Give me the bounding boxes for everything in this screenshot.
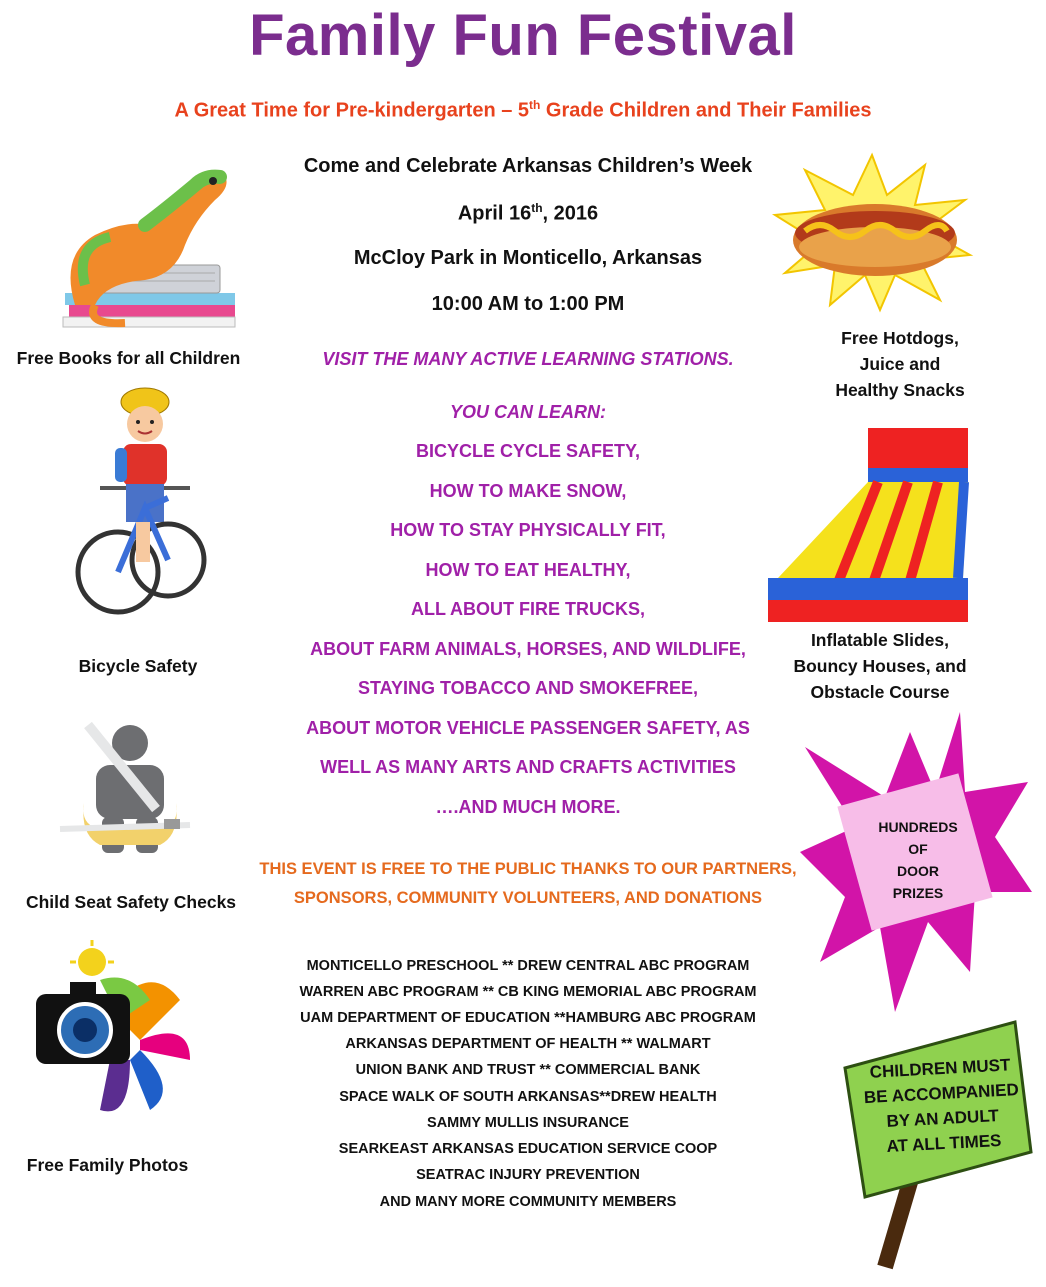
learn-heading: YOU CAN LEARN: (450, 402, 606, 422)
sign-text (850, 1051, 1035, 1160)
event-time: 10:00 AM to 1:00 PM (431, 293, 625, 315)
partner-line: SAMMY MULLIS INSURANCE (427, 1115, 629, 1131)
event-date: April 16th, 2016 (457, 201, 599, 225)
visit-text: VISIT THE MANY ACTIVE LEARNING STATIONS. (322, 349, 734, 369)
partner-line: SEARKEAST ARKANSAS EDUCATION SERVICE COOP (338, 1141, 718, 1157)
caption-line: Inflatable Slides, (810, 630, 950, 650)
partner-line: SEATRAC INJURY PREVENTION (416, 1167, 640, 1183)
sign-line: BY AN ADULT (886, 1106, 1000, 1131)
partner-line: WARREN ABC PROGRAM ** CB KING MEMORIAL ABC PROGRAM (299, 984, 757, 1000)
learn-item: BICYCLE CYCLE SAFETY, (415, 441, 641, 461)
partner-line: MONTICELLO PRESCHOOL ** DREW CENTRAL ABC PROGRAM (306, 958, 750, 974)
learn-item: HOW TO MAKE SNOW, (429, 481, 627, 501)
caption-line: Bouncy Houses, and (793, 656, 967, 676)
partner-line: AND MANY MORE COMMUNITY MEMBERS (379, 1194, 677, 1210)
subtitle: A Great Time for Pre-kindergarten – 5th Grade Children and Their Families (174, 98, 872, 122)
learn-item: HOW TO STAY PHYSICALLY FIT, (390, 520, 666, 540)
partner-line: ARKANSAS DEPARTMENT OF HEALTH ** WALMART (345, 1036, 711, 1052)
learn-item: ….AND MUCH MORE. (435, 797, 621, 817)
learn-item: WELL AS MANY ARTS AND CRAFTS ACTIVITIES (320, 757, 736, 777)
feature-caption-hotdogs (810, 325, 990, 403)
sign-line: CHILDREN MUST (869, 1055, 1011, 1082)
seatbelt-person-icon (60, 725, 200, 857)
burst-line: HUNDREDS (878, 819, 958, 835)
learn-item: ABOUT MOTOR VEHICLE PASSENGER SAFETY, AS (306, 718, 750, 738)
sign-line: BE ACCOMPANIED (863, 1079, 1020, 1108)
burst-line: PRIZES (892, 885, 944, 901)
sign-line: AT ALL TIMES (886, 1130, 1002, 1156)
feature-caption-bicycle: Bicycle Safety (78, 656, 198, 676)
hotdog-icon (775, 155, 970, 310)
event-location: McCloy Park in Monticello, Arkansas (353, 247, 703, 269)
feature-caption-books: Free Books for all Children (16, 348, 241, 368)
learn-item: ALL ABOUT FIRE TRUCKS, (411, 599, 645, 619)
page-title: Family Fun Festival (249, 3, 797, 68)
partner-line: UAM DEPARTMENT OF EDUCATION **HAMBURG ABC PROGRAM (300, 1010, 756, 1026)
caption-line: Free Hotdogs, (841, 328, 959, 348)
event-headline: Come and Celebrate Arkansas Children’s Week (303, 155, 753, 177)
feature-caption-seat: Child Seat Safety Checks (25, 892, 237, 912)
caption-line: Obstacle Course (810, 682, 950, 702)
partner-line: UNION BANK AND TRUST ** COMMERCIAL BANK (355, 1062, 701, 1078)
burst-line: DOOR (897, 863, 939, 879)
camera-icon (30, 940, 190, 1120)
feature-caption-photos: Free Family Photos (26, 1155, 189, 1175)
iguana-on-books-icon (55, 165, 240, 335)
free-notice-line: SPONSORS, COMMUNITY VOLUNTEERS, AND DONATIONS (293, 889, 763, 907)
boy-on-bicycle-icon (90, 388, 200, 620)
burst-line: OF (908, 841, 928, 857)
learn-item: STAYING TOBACCO AND SMOKEFREE, (357, 678, 699, 698)
door-prizes-text (848, 816, 988, 904)
free-notice-line: THIS EVENT IS FREE TO THE PUBLIC THANKS TO OUR PARTNERS, (259, 860, 797, 878)
partner-line: SPACE WALK OF SOUTH ARKANSAS**DREW HEALTH (339, 1089, 717, 1105)
learn-item: ABOUT FARM ANIMALS, HORSES, AND WILDLIFE, (310, 639, 746, 659)
feature-caption-inflatables (780, 627, 980, 705)
caption-line: Healthy Snacks (835, 380, 965, 400)
caption-line: Juice and (859, 354, 941, 374)
learn-item: HOW TO EAT HEALTHY, (425, 560, 631, 580)
inflatable-slide-icon (768, 428, 973, 628)
